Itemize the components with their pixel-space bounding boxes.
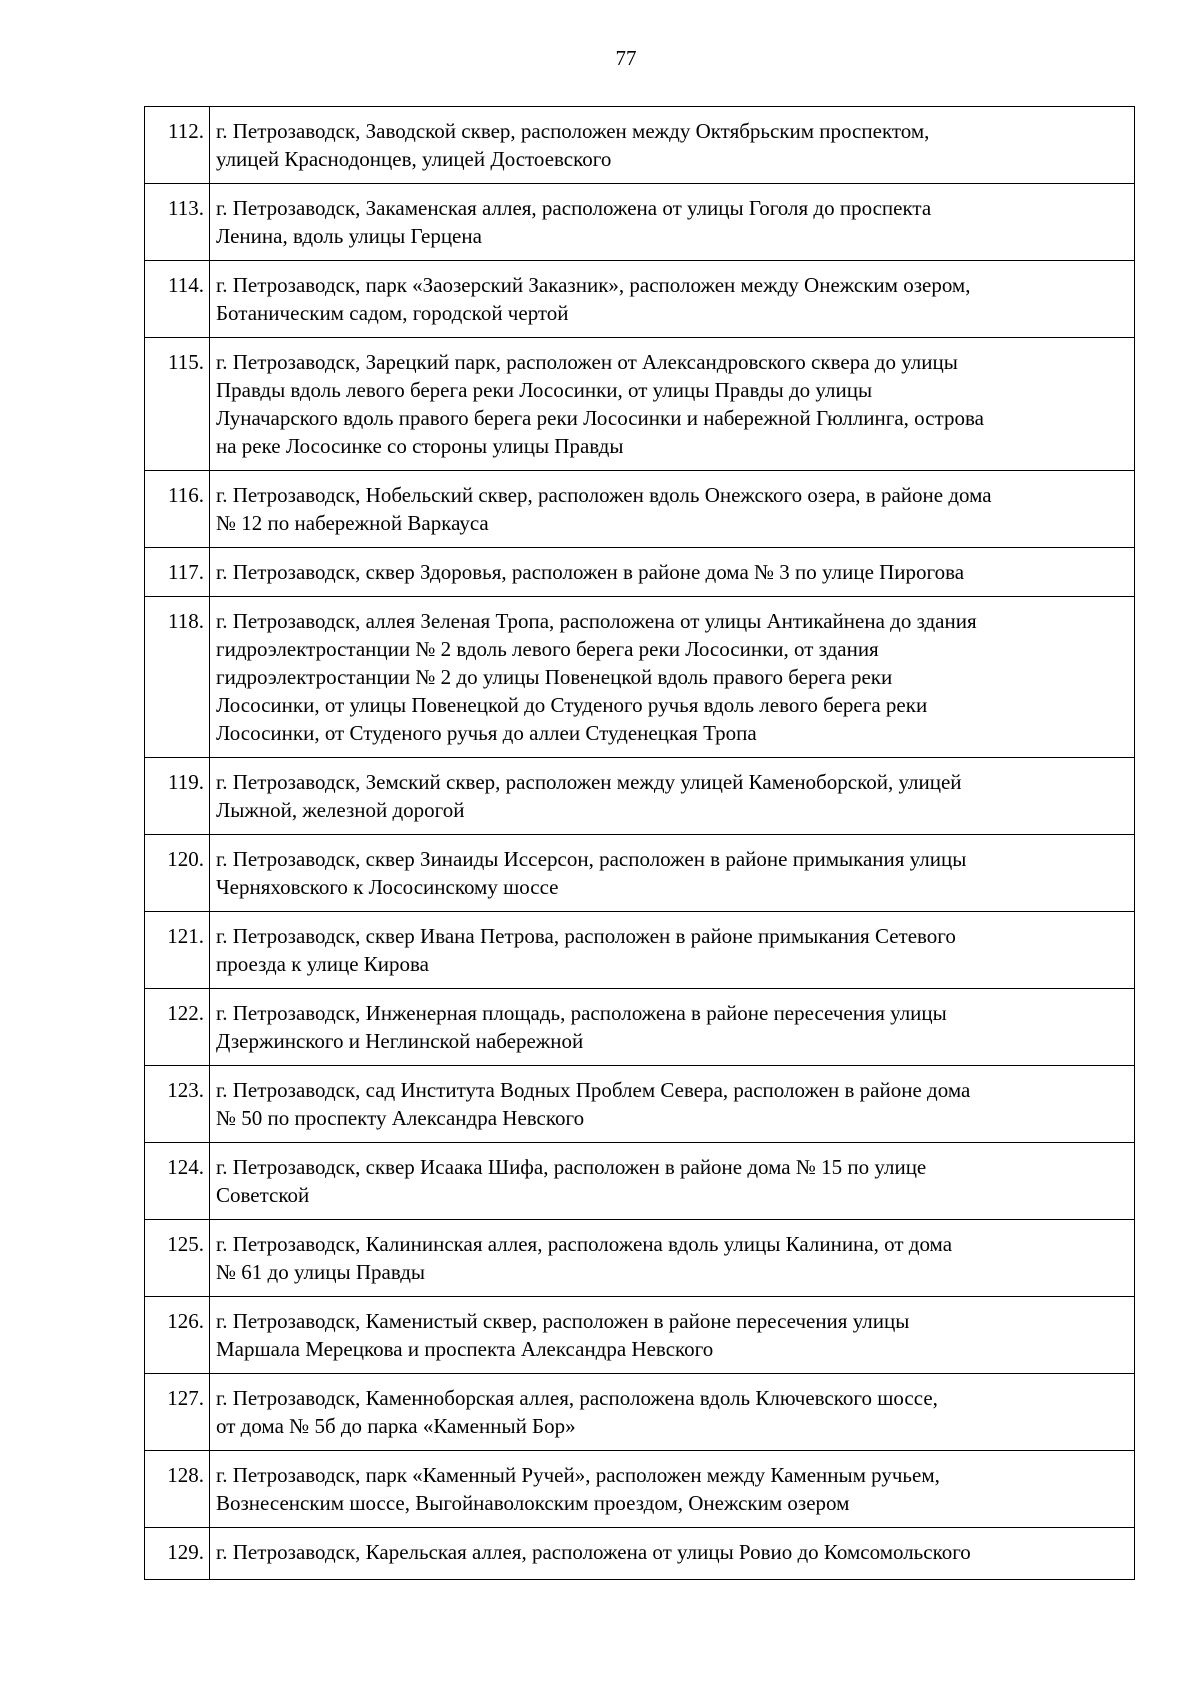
- row-description: г. Петрозаводск, парк «Каменный Ручей», расположен между Каменным ручьем, Вознесенским шоссе, Выгойнаволокским проездом, Онежским озером: [210, 1451, 1135, 1528]
- table-row: [145, 107, 1135, 184]
- row-description: г. Петрозаводск, Каменноборская аллея, расположена вдоль Ключевского шоссе, от дома № 5б до парка «Каменный Бор»: [210, 1374, 1135, 1451]
- page-number: 77: [615, 46, 637, 70]
- row-number: 114.: [145, 261, 210, 338]
- row-description: г. Петрозаводск, парк «Заозерский Заказник», расположен между Онежским озером, Ботаническим садом, городской чертой: [210, 261, 1135, 338]
- row-number: 127.: [145, 1374, 210, 1451]
- row-number: 125.: [145, 1220, 210, 1297]
- table-row: [145, 184, 1135, 261]
- row-description: г. Петрозаводск, Инженерная площадь, расположена в районе пересечения улицы Дзержинского и Неглинской набережной: [210, 989, 1135, 1066]
- row-number: 123.: [145, 1066, 210, 1143]
- row-description: г. Петрозаводск, сквер Исаака Шифа, расположен в районе дома № 15 по улице Советской: [210, 1143, 1135, 1220]
- row-number: 121.: [145, 912, 210, 989]
- row-description: г. Петрозаводск, Каменистый сквер, расположен в районе пересечения улицы Маршала Мерецкова и проспекта Александра Невского: [210, 1297, 1135, 1374]
- row-number: 128.: [145, 1451, 210, 1528]
- table-row: [145, 548, 1135, 597]
- row-description: г. Петрозаводск, Земский сквер, расположен между улицей Каменоборской, улицей Лыжной, железной дорогой: [210, 758, 1135, 835]
- row-description: г. Петрозаводск, Карельская аллея, расположена от улицы Ровио до Комсомольского: [210, 1528, 1135, 1580]
- row-number: 122.: [145, 989, 210, 1066]
- row-description: г. Петрозаводск, Заводской сквер, расположен между Октябрьским проспектом, улицей Краснодонцев, улицей Достоевского: [210, 107, 1135, 184]
- table-row: [145, 1220, 1135, 1297]
- table-row: [145, 1143, 1135, 1220]
- places-table: [144, 106, 1135, 1580]
- row-description: г. Петрозаводск, сквер Здоровья, расположен в районе дома № 3 по улице Пирогова: [210, 548, 1135, 597]
- table-row: [145, 1297, 1135, 1374]
- table-row: [145, 338, 1135, 471]
- row-description: г. Петрозаводск, Зарецкий парк, расположен от Александровского сквера до улицы Правды вдоль левого берега реки Лососинки, от улицы Правды до улицы Луначарского вдоль правого берега реки Лососинки и набережной Гюллинга, острова на реке Лососинке со стороны улицы Правды: [210, 338, 1135, 471]
- table-row: [145, 758, 1135, 835]
- row-number: 112.: [145, 107, 210, 184]
- row-number: 126.: [145, 1297, 210, 1374]
- row-number: 129.: [145, 1528, 210, 1580]
- table-row: [145, 1528, 1135, 1580]
- row-number: 118.: [145, 597, 210, 758]
- table-row: [145, 912, 1135, 989]
- row-number: 115.: [145, 338, 210, 471]
- row-description: г. Петрозаводск, сквер Зинаиды Иссерсон, расположен в районе примыкания улицы Черняховского к Лососинскому шоссе: [210, 835, 1135, 912]
- table-row: [145, 261, 1135, 338]
- row-number: 124.: [145, 1143, 210, 1220]
- row-description: г. Петрозаводск, аллея Зеленая Тропа, расположена от улицы Антикайнена до здания гидроэлектростанции № 2 вдоль левого берега реки Лососинки, от здания гидроэлектростанции № 2 до улицы Повенецкой вдоль правого берега реки Лососинки, от улицы Повенецкой до Студеного ручья вдоль левого берега реки Лососинки, от Студеного ручья до аллеи Студенецкая Тропа: [210, 597, 1135, 758]
- row-description: г. Петрозаводск, Закаменская аллея, расположена от улицы Гоголя до проспекта Ленина, вдоль улицы Герцена: [210, 184, 1135, 261]
- row-number: 117.: [145, 548, 210, 597]
- row-description: г. Петрозаводск, Калининская аллея, расположена вдоль улицы Калинина, от дома № 61 до улицы Правды: [210, 1220, 1135, 1297]
- row-description: г. Петрозаводск, сквер Ивана Петрова, расположен в районе примыкания Сетевого проезда к улице Кирова: [210, 912, 1135, 989]
- table-row: [145, 1374, 1135, 1451]
- row-number: 120.: [145, 835, 210, 912]
- places-table-body: [145, 107, 1135, 1580]
- row-description: г. Петрозаводск, сад Института Водных Проблем Севера, расположен в районе дома № 50 по проспекту Александра Невского: [210, 1066, 1135, 1143]
- row-number: 119.: [145, 758, 210, 835]
- row-description: г. Петрозаводск, Нобельский сквер, расположен вдоль Онежского озера, в районе дома № 12 по набережной Варкауса: [210, 471, 1135, 548]
- table-row: [145, 835, 1135, 912]
- table-row: [145, 597, 1135, 758]
- table-row: [145, 989, 1135, 1066]
- table-row: [145, 1066, 1135, 1143]
- row-number: 116.: [145, 471, 210, 548]
- table-row: [145, 471, 1135, 548]
- row-number: 113.: [145, 184, 210, 261]
- table-row: [145, 1451, 1135, 1528]
